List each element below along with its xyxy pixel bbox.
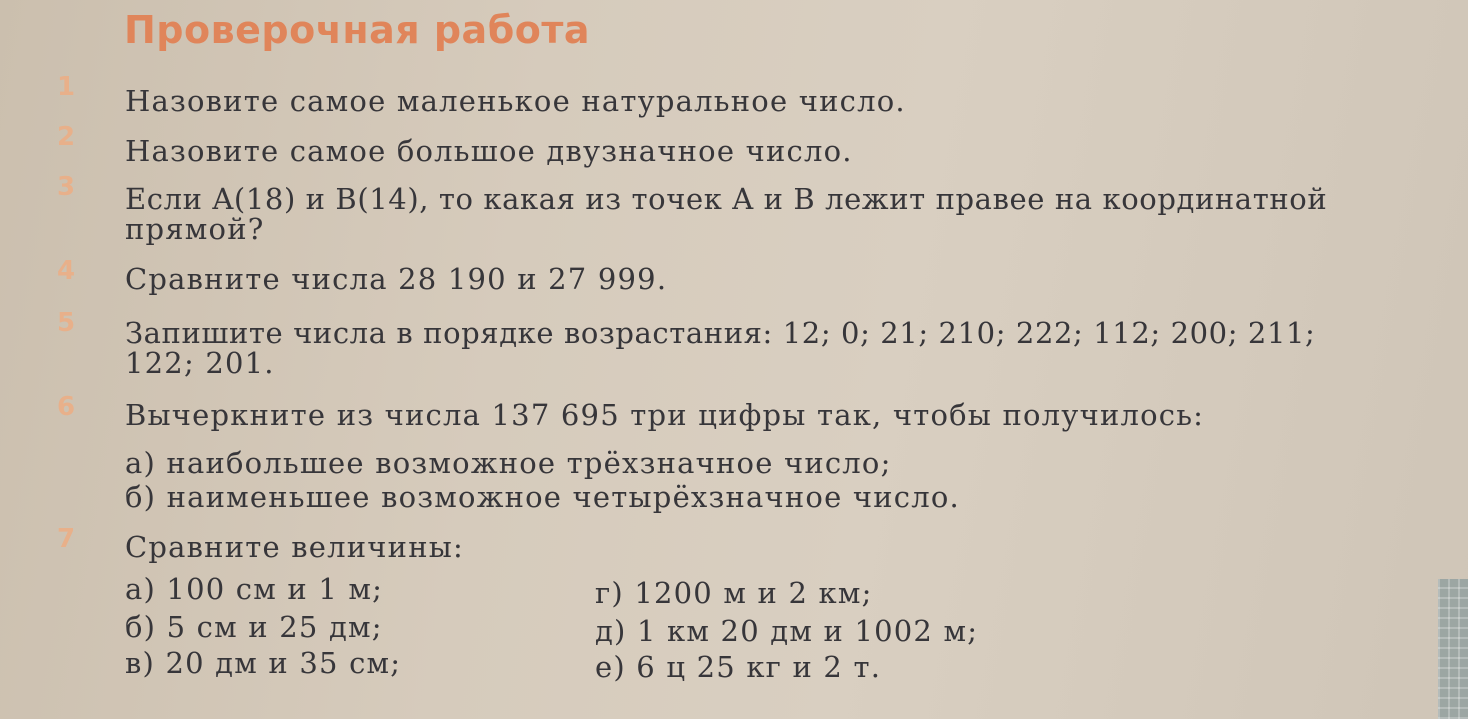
task-text: 122; 201.: [125, 346, 275, 380]
grid-pattern-decoration: [1438, 579, 1468, 719]
task-text: Назовите самое маленькое натуральное число.: [125, 84, 906, 118]
task7-item: е) 6 ц 25 кг и 2 т.: [595, 650, 882, 684]
task7-item: в) 20 дм и 35 см;: [125, 646, 402, 680]
task7-item: б) 5 см и 25 дм;: [125, 610, 383, 644]
page-title: Проверочная работа: [124, 8, 591, 52]
task-text: прямой?: [125, 212, 265, 246]
task-number: 4: [56, 256, 76, 286]
task-text: Назовите самое большое двузначное число.: [125, 134, 853, 168]
task-subitem: а) наибольшее возможное трёхзначное число;: [125, 446, 892, 480]
task-subitem: б) наименьшее возможное четырёхзначное число.: [125, 480, 960, 514]
task-text: Запишите числа в порядке возрастания: 12; 0; 21; 210; 222; 112; 200; 211;: [125, 316, 1316, 350]
task7-item: д) 1 км 20 дм и 1002 м;: [595, 614, 979, 648]
task-number: 1: [56, 72, 76, 102]
task7-item: г) 1200 м и 2 км;: [595, 576, 873, 610]
task-number: 2: [56, 122, 76, 152]
task-text: Сравните числа 28 190 и 27 999.: [125, 262, 668, 296]
task-text: Сравните величины:: [125, 530, 464, 564]
task7-item: а) 100 см и 1 м;: [125, 572, 384, 606]
task-text: Вычеркните из числа 137 695 три цифры так, чтобы получилось:: [125, 398, 1205, 432]
task-number: 3: [56, 172, 76, 202]
task-number: 7: [56, 524, 76, 554]
task-text: Если A(18) и B(14), то какая из точек A и B лежит правее на координатной: [125, 182, 1328, 216]
task-number: 5: [56, 308, 76, 338]
task-number: 6: [56, 392, 76, 422]
